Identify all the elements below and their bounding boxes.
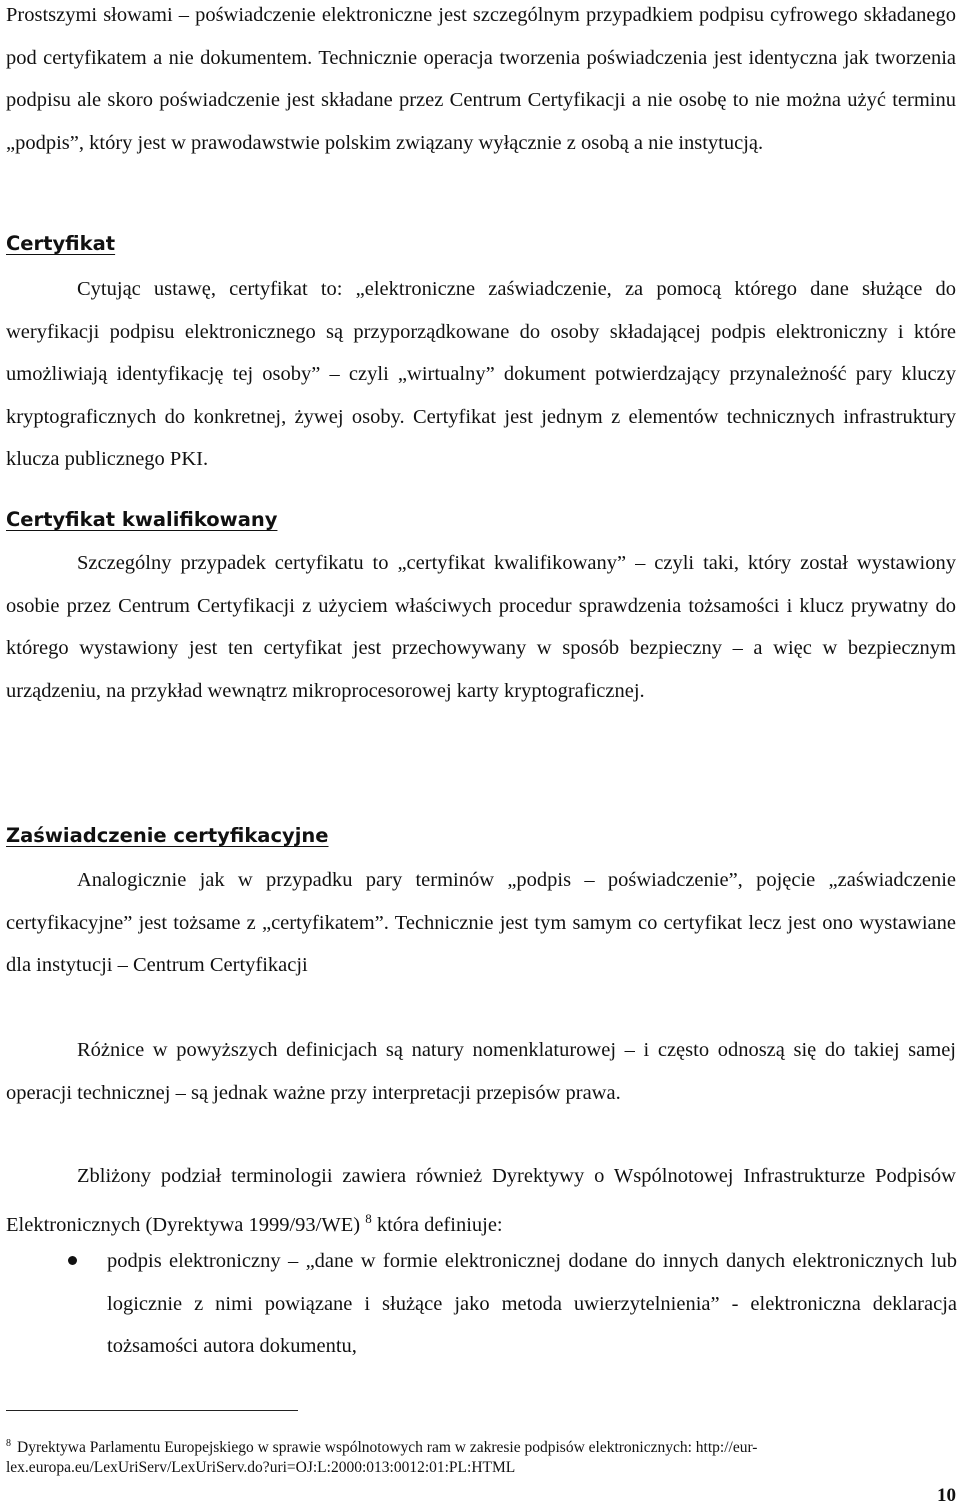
differences-paragraph: Różnice w powyższych definicjach są natury nomenklaturowej – i często odnoszą się do takiej samej operacji technicznej – są jednak ważne przy interpretacji przepisów prawa.: [6, 1039, 956, 1104]
section-paragraph-zaswiadczenie-certyfikacyjne: Analogicznie jak w przypadku pary terminów „podpis – poświadczenie”, pojęcie „zaświadczenie certyfikacyjne” jest tożsame z „certyfikatem”. Technicznie jest tym samym co certyfikat lecz jest ono wystawiane dla instytucji – Centrum Certyfikacji: [6, 869, 956, 977]
footnote-reference[interactable]: 8: [365, 1210, 372, 1226]
intro-paragraph: Prostszymi słowami – poświadczenie elektroniczne jest szczególnym przypadkiem podpisu cyfrowego składanego pod certyfikatem a nie dokumentem. Technicznie operacja tworzenia poświadczenia jest identyczna jak tworzenia podpisu ale skoro poświadczenie jest składane przez Centrum Certyfikacji a nie osobę to nie można użyć terminu „podpis”, który jest w prawodawstwie polskim związany wyłącznie z osobą a nie instytucją.: [6, 4, 956, 154]
footnote: [6, 1434, 906, 1478]
section-heading-certyfikat-kwalifikowany: Certyfikat kwalifikowany: [6, 508, 278, 531]
section-paragraph-certyfikat-kwalifikowany: Szczególny przypadek certyfikatu to „certyfikat kwalifikowany” – czyli taki, który został wystawiony osobie przez Centrum Certyfikacji z użyciem właściwych procedur sprawdzenia tożsamości i klucz prywatny do którego wystawiony jest ten certyfikat jest przechowywany w sposób bezpieczny – a więc w bezpiecznym urządzeniu, na przykład wewnątrz mikroprocesorowej karty kryptograficznej.: [6, 552, 956, 702]
section-paragraph-certyfikat: Cytując ustawę, certyfikat to: „elektroniczne zaświadczenie, za pomocą którego dane służące do weryfikacji podpisu elektronicznego są przyporządkowane do osoby składającej podpis elektroniczny i które umożliwiają identyfikację tej osoby” – czyli „wirtualny” dokument potwierdzający przynależność pary kluczy kryptograficznych do konkretnej, żywej osoby. Certyfikat jest jednym z elementów technicznych infrastruktury klucza publicznego PKI.: [6, 278, 956, 471]
footnote-number: 8: [6, 1438, 11, 1449]
section-heading-certyfikat: Certyfikat: [6, 232, 116, 255]
list-item: [107, 1240, 957, 1368]
list-item-text: podpis elektroniczny – „dane w formie elektronicznej dodane do innych danych elektronicznych lub logicznie z nimi powiązane i służące jako metoda uwierzytelnienia” - elektroniczna deklaracja tożsamości autora dokumentu,: [107, 1250, 957, 1358]
directive-paragraph: [6, 1155, 956, 1246]
directive-text-before: Zbliżony podział terminologii zawiera również Dyrektywy o Wspólnotowej Infrastrukturze Podpisów Elektronicznych (Dyrektywa 1999/93/WE): [6, 1165, 956, 1236]
bullet-icon: [68, 1256, 77, 1265]
footnote-text: Dyrektywa Parlamentu Europejskiego w sprawie wspólnotowych ram w zakresie podpisów elektronicznych: http://eur-lex.europa.eu/LexUriServ/LexUriServ.do?uri=OJ:L:2000:013:0012:01:PL:HTML: [6, 1439, 758, 1476]
definition-list: [0, 1240, 960, 1368]
footnote-separator: [6, 1410, 298, 1411]
directive-text-after: która definiuje:: [371, 1213, 503, 1236]
page-number: 10: [937, 1485, 956, 1506]
section-heading-zaswiadczenie-certyfikacyjne: Zaświadczenie certyfikacyjne: [6, 824, 329, 847]
